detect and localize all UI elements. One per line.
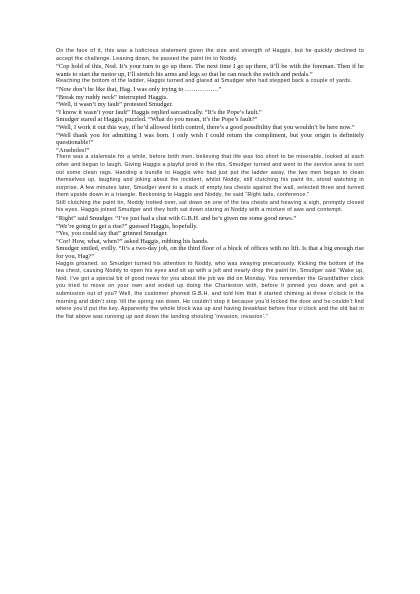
paragraph: “Cop hold of this, Nod. It’s your turn to go up there. The next time I go up there, it’ll be with the foreman. Then if he wants to start the motor up, I’ll stretch his arms and legs so that he can reach the switch and pedals.” — [56, 63, 364, 78]
paragraph: There was a stalemate for a while, before both men, believing that life was too short to be miserable, looked at each other and began to laugh. Giving Haggis a playful prod in the ribs, Smudger turned and went to the service area to sort out some clean rags. Handing a bundle to Haggis who had just put the ladder away, the two men began to clean themselves up, laughing and joking about the incident, whilst Noddy, still clutching his paint tin, stood watching in surprise. A few minutes later, Smudger went to a stack of empty tea chests against the wall, selected three and turned them upside down in a triangle. Beckoning to Haggis and Noddy, he said “Right lads, conference.” — [56, 154, 364, 199]
paragraph: Haggis groaned, so Smudger turned his attention to Noddy, who was swaying precariously. Kicking the bottom of the tea chest, causing Noddy to open his eyes and sit up with a jolt and nearly drop the paint tin, Smudger said “Wake up, Nod. I’ve got a special bit of good news for you about the job we did on Monday. You remember the Grandfather clock you tried to move on your own and ended up doing the Charleston with, before it pinned you down and got a submission out of you? Well, the customer phoned G.B.H. and told him that it started chiming at three o’clock in the morning and didn’t stop ‘till the spring ran down. He couldn’t stop it because you’d locked the door and he couldn’t find where you’d put the key. Apparently the whole block was up and having breakfast before four o’clock and the old bat in the flat above was running up and down the landing shouting ‘invasion, invasion’.” — [56, 260, 364, 320]
paragraph: “I know it wasn’t your fault” Haggis replied sarcastically. “It’s the Pope’s fault.” — [56, 108, 262, 116]
paragraph: On the face of it, this was a ludicrous statement given the size and strength of Haggis, but he quickly declined to accept the challenge. Leaning down, he passed the paint tin to Noddy. — [56, 48, 364, 62]
paragraph: Still clutching the paint tin, Noddy trotted over, sat down on one of the tea chests and heaving a sigh, promptly closed his eyes. Haggis joined Smudger and they both sat down staring at Noddy with a mixture of awe and contempt. — [56, 199, 364, 214]
paragraph: “We’re going to get a rise?” guessed Haggis, hopefully. — [56, 222, 198, 230]
paragraph: “Cor! How, what, when?” asked Haggis, rubbing his hands. — [56, 237, 209, 245]
paragraph: Reaching the bottom of the ladder, Haggis turned and glared at Smudger who had stepped back a couple of yards. — [56, 78, 353, 85]
paragraph: “Well, I work it out this way, if he’d allowed birth control, there’s a good possibility that you wouldn’t be here now.” — [56, 123, 355, 131]
paragraph: “Well thank you for admitting I was born. I only wish I could return the compliment, but your origin is definitely questionable!” — [56, 131, 364, 147]
paragraph: “Yes, you could say that” grinned Smudger. — [56, 230, 168, 238]
paragraph: “Break my ruddy neck” interrupted Haggis. — [56, 93, 168, 101]
paragraph: Smudger stared at Haggis, puzzled. “What do you mean, it’s the Pope’s fault?” — [56, 116, 258, 124]
paragraph: “Now don’t be like that, Hag. I was only trying to …………….” — [56, 85, 222, 93]
paragraph: “Right” said Smudger. “I’ve just had a chat with G.B.H. and he’s given me some good news.” — [56, 215, 297, 223]
paragraph: “Well, it wasn’t my fault” protested Smudger. — [56, 101, 173, 109]
paragraph: “Arseholes!” — [56, 146, 90, 154]
document-page — [56, 48, 364, 558]
paragraph: Smudger smiled, evilly. “It’s a two-day job, on the third floor of a block of offices with no lift. Is that a big enough rise for you, Hag?” — [56, 245, 364, 261]
